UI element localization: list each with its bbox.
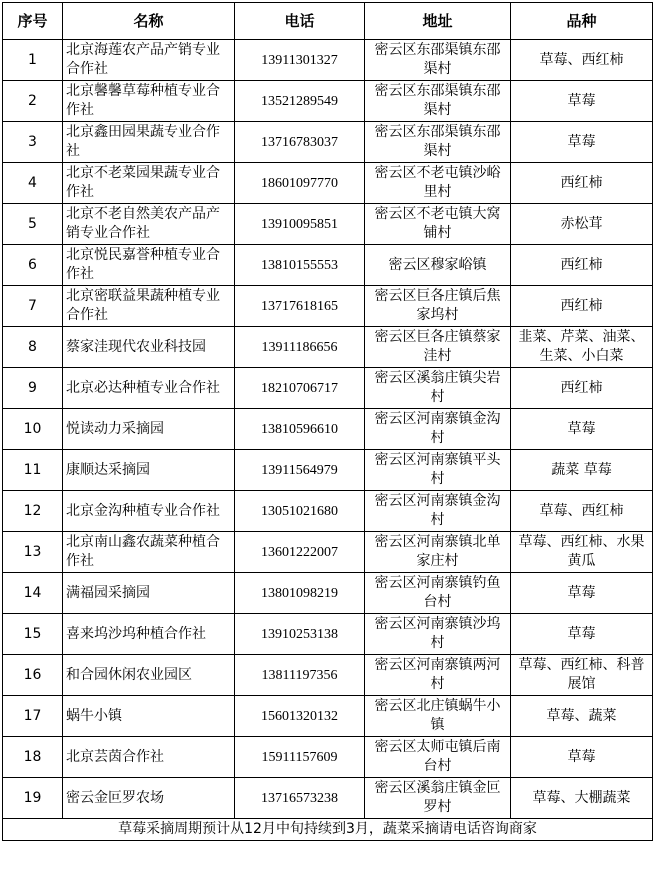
- row-index: 13: [3, 532, 63, 573]
- table-row: [3, 532, 653, 573]
- row-index: 4: [3, 163, 63, 204]
- row-variety: 草莓: [511, 737, 653, 778]
- row-name: 北京鑫田园果蔬专业合作社: [63, 122, 235, 163]
- row-phone: 13911564979: [235, 450, 365, 491]
- row-name: 北京密联益果蔬种植专业合作社: [63, 286, 235, 327]
- row-variety: 草莓: [511, 614, 653, 655]
- row-index: 10: [3, 409, 63, 450]
- table-row: [3, 614, 653, 655]
- row-phone: 13601222007: [235, 532, 365, 573]
- row-variety: 草莓、西红柿: [511, 491, 653, 532]
- row-index: 8: [3, 327, 63, 368]
- table-row: [3, 327, 653, 368]
- row-variety: 草莓: [511, 573, 653, 614]
- row-index: 2: [3, 81, 63, 122]
- row-address: 密云区太师屯镇后南台村: [365, 737, 511, 778]
- row-index: 7: [3, 286, 63, 327]
- table-row: [3, 204, 653, 245]
- row-address: 密云区溪翁庄镇金叵罗村: [365, 778, 511, 819]
- row-index: 17: [3, 696, 63, 737]
- row-address: 密云区河南寨镇金沟村: [365, 409, 511, 450]
- row-address: 密云区河南寨镇金沟村: [365, 491, 511, 532]
- row-variety: 西红柿: [511, 368, 653, 409]
- header-index: 序号: [3, 3, 63, 40]
- row-name: 和合园休闲农业园区: [63, 655, 235, 696]
- row-name: 北京悦民嘉誉种植专业合作社: [63, 245, 235, 286]
- table-row: [3, 409, 653, 450]
- table-row: [3, 696, 653, 737]
- row-name: 密云金叵罗农场: [63, 778, 235, 819]
- row-index: 11: [3, 450, 63, 491]
- row-name: 北京不老菜园果蔬专业合作社: [63, 163, 235, 204]
- row-index: 15: [3, 614, 63, 655]
- row-variety: 草莓、西红柿、科普展馆: [511, 655, 653, 696]
- row-address: 密云区河南寨镇北单家庄村: [365, 532, 511, 573]
- row-variety: 西红柿: [511, 245, 653, 286]
- row-index: 1: [3, 40, 63, 81]
- table-row: [3, 81, 653, 122]
- header-address: 地址: [365, 3, 511, 40]
- row-name: 北京南山鑫农蔬菜种植合作社: [63, 532, 235, 573]
- table-row: [3, 368, 653, 409]
- row-address: 密云区河南寨镇平头村: [365, 450, 511, 491]
- row-phone: 13716573238: [235, 778, 365, 819]
- table-row: [3, 450, 653, 491]
- row-name: 满福园采摘园: [63, 573, 235, 614]
- row-name: 蜗牛小镇: [63, 696, 235, 737]
- row-index: 5: [3, 204, 63, 245]
- row-name: 北京金沟种植专业合作社: [63, 491, 235, 532]
- row-variety: 韭菜、芹菜、油菜、生菜、小白菜: [511, 327, 653, 368]
- row-variety: 草莓: [511, 409, 653, 450]
- row-name: 蔡家洼现代农业科技园: [63, 327, 235, 368]
- table-row: [3, 163, 653, 204]
- table-row: [3, 778, 653, 819]
- row-variety: 草莓、大棚蔬菜: [511, 778, 653, 819]
- row-phone: 13810155553: [235, 245, 365, 286]
- row-name: 喜来坞沙坞种植合作社: [63, 614, 235, 655]
- table-row: [3, 655, 653, 696]
- row-address: 密云区东邵渠镇东邵渠村: [365, 81, 511, 122]
- row-phone: 15601320132: [235, 696, 365, 737]
- table-row: [3, 491, 653, 532]
- row-variety: 蔬菜 草莓: [511, 450, 653, 491]
- footnote-row: [3, 819, 653, 841]
- row-address: 密云区河南寨镇沙坞村: [365, 614, 511, 655]
- header-row: [3, 3, 653, 40]
- row-address: 密云区穆家峪镇: [365, 245, 511, 286]
- row-address: 密云区东邵渠镇东邵渠村: [365, 122, 511, 163]
- table-row: [3, 122, 653, 163]
- row-variety: 草莓、西红柿、水果黄瓜: [511, 532, 653, 573]
- row-name: 北京馨馨草莓种植专业合作社: [63, 81, 235, 122]
- row-name: 北京不老自然美农产品产销专业合作社: [63, 204, 235, 245]
- farm-table: [2, 2, 653, 841]
- row-phone: 15911157609: [235, 737, 365, 778]
- row-address: 密云区东邵渠镇东邵渠村: [365, 40, 511, 81]
- row-name: 悦读动力采摘园: [63, 409, 235, 450]
- table-row: [3, 40, 653, 81]
- row-variety: 西红柿: [511, 286, 653, 327]
- row-address: 密云区溪翁庄镇尖岩村: [365, 368, 511, 409]
- row-phone: 13910095851: [235, 204, 365, 245]
- row-name: 北京海莲农产品产销专业合作社: [63, 40, 235, 81]
- row-variety: 赤松茸: [511, 204, 653, 245]
- row-variety: 草莓、西红柿: [511, 40, 653, 81]
- row-phone: 13810596610: [235, 409, 365, 450]
- row-variety: 草莓: [511, 81, 653, 122]
- row-variety: 草莓: [511, 122, 653, 163]
- table-row: [3, 737, 653, 778]
- row-index: 19: [3, 778, 63, 819]
- row-address: 密云区北庄镇蜗牛小镇: [365, 696, 511, 737]
- row-index: 16: [3, 655, 63, 696]
- row-name: 北京必达种植专业合作社: [63, 368, 235, 409]
- row-address: 密云区不老屯镇大窝铺村: [365, 204, 511, 245]
- row-phone: 13910253138: [235, 614, 365, 655]
- row-address: 密云区河南寨镇两河村: [365, 655, 511, 696]
- row-name: 北京芸茵合作社: [63, 737, 235, 778]
- table-row: [3, 245, 653, 286]
- row-phone: 13811197356: [235, 655, 365, 696]
- row-phone: 18601097770: [235, 163, 365, 204]
- row-index: 6: [3, 245, 63, 286]
- header-variety: 品种: [511, 3, 653, 40]
- row-phone: 13717618165: [235, 286, 365, 327]
- footnote: 草莓采摘周期预计从12月中旬持续到3月，蔬菜采摘请电话咨询商家: [3, 819, 653, 841]
- row-address: 密云区巨各庄镇后焦家坞村: [365, 286, 511, 327]
- row-phone: 13521289549: [235, 81, 365, 122]
- row-phone: 13911301327: [235, 40, 365, 81]
- row-index: 18: [3, 737, 63, 778]
- header-phone: 电话: [235, 3, 365, 40]
- row-index: 12: [3, 491, 63, 532]
- header-name: 名称: [63, 3, 235, 40]
- row-variety: 草莓、蔬菜: [511, 696, 653, 737]
- row-phone: 13716783037: [235, 122, 365, 163]
- row-index: 3: [3, 122, 63, 163]
- row-index: 14: [3, 573, 63, 614]
- table-row: [3, 286, 653, 327]
- row-name: 康顺达采摘园: [63, 450, 235, 491]
- row-variety: 西红柿: [511, 163, 653, 204]
- row-phone: 13801098219: [235, 573, 365, 614]
- row-index: 9: [3, 368, 63, 409]
- row-address: 密云区河南寨镇钓鱼台村: [365, 573, 511, 614]
- table-row: [3, 573, 653, 614]
- row-phone: 18210706717: [235, 368, 365, 409]
- row-address: 密云区不老屯镇沙峪里村: [365, 163, 511, 204]
- row-phone: 13911186656: [235, 327, 365, 368]
- row-address: 密云区巨各庄镇蔡家洼村: [365, 327, 511, 368]
- row-phone: 13051021680: [235, 491, 365, 532]
